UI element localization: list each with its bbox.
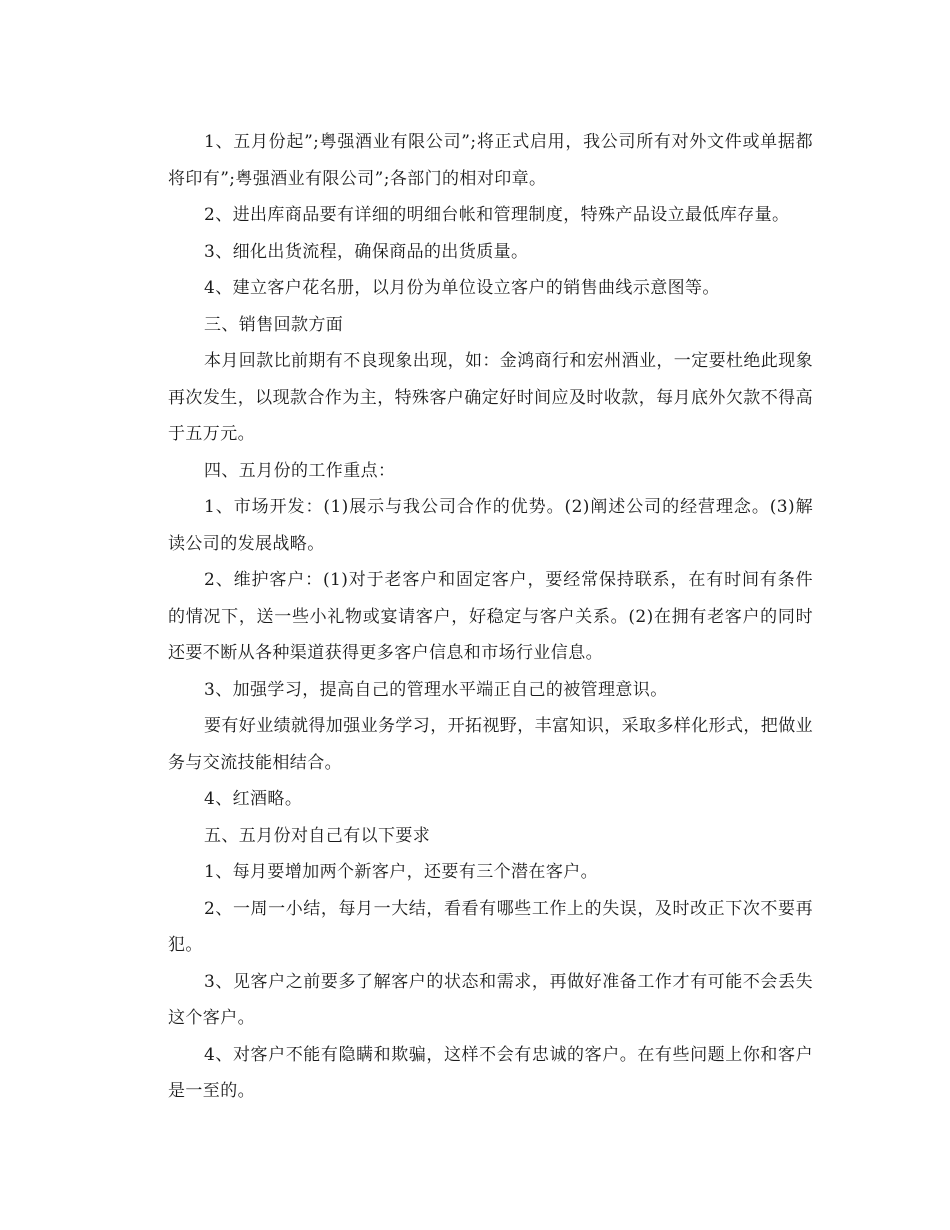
paragraph-market-development: 1、市场开发：(1)展示与我公司合作的优势。(2)阐述公司的经营理念。(3)解读公司的发展战略。 xyxy=(168,497,813,554)
section-heading-sales-collection: 三、销售回款方面 xyxy=(204,314,344,335)
paragraph-item-1: 1、五月份起”;粤强酒业有限公司”;将正式启用，我公司所有对外文件或单据都将印有”;粤强酒业有限公司”;各部门的相对印章。 xyxy=(168,132,813,189)
paragraph-item-3: 3、细化出货流程，确保商品的出货质量。 xyxy=(204,241,529,262)
paragraph-item-4: 4、建立客户花名册，以月份为单位设立客户的销售曲线示意图等。 xyxy=(204,278,720,298)
section-heading-self-requirements: 五、五月份对自己有以下要求 xyxy=(204,825,431,846)
paragraph-strengthen-learning: 3、加强学习，提高自己的管理水平端正自己的被管理意识。 xyxy=(204,679,668,700)
paragraph-customer-maintenance: 2、维护客户：(1)对于老客户和固定客户，要经常保持联系，在有时间有条件的情况下，送一些小礼物或宴请客户，好稳定与客户关系。(2)在拥有老客户的同时还要不断从各种渠道获得更多客户信息和市场行业信息。 xyxy=(168,570,813,663)
paragraph-requirement-4: 4、对客户不能有隐瞒和欺骗，这样不会有忠诚的客户。在有些问题上你和客户是一至的。 xyxy=(168,1044,813,1101)
document-body xyxy=(168,124,813,1110)
paragraph-requirement-3: 3、见客户之前要多了解客户的状态和需求，再做好准备工作才有可能不会丢失这个客户。 xyxy=(168,971,813,1028)
paragraph-item-2: 2、进出库商品要有详细的明细台帐和管理制度，特殊产品设立最低库存量。 xyxy=(204,205,790,225)
paragraph-requirement-1: 1、每月要增加两个新客户，还要有三个潜在客户。 xyxy=(204,862,599,882)
paragraph-collection-details: 本月回款比前期有不良现象出现，如：金鸿商行和宏州酒业，一定要杜绝此现象再次发生，以现款合作为主，特殊客户确定好时间应及时收款，每月底外欠款不得高于五万元。 xyxy=(168,351,813,444)
paragraph-requirement-2: 2、一周一小结，每月一大结，看看有哪些工作上的失误，及时改正下次不要再犯。 xyxy=(168,898,813,955)
paragraph-performance-learning: 要有好业绩就得加强业务学习，开拓视野，丰富知识，采取多样化形式，把做业务与交流技能相结合。 xyxy=(168,716,813,773)
paragraph-red-wine: 4、红酒略。 xyxy=(204,789,303,809)
section-heading-may-focus: 四、五月份的工作重点： xyxy=(204,460,396,481)
